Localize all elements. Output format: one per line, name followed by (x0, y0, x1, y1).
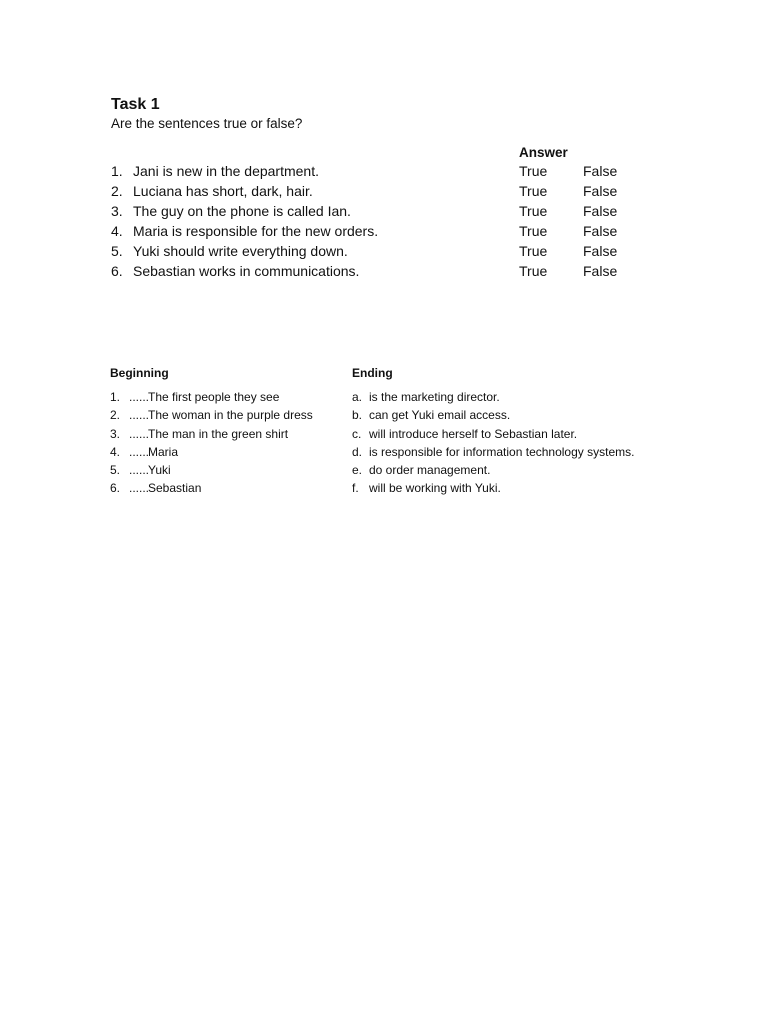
item-number: 5. (111, 243, 123, 259)
item-number: 3. (110, 426, 121, 441)
item-number: 6. (111, 263, 123, 279)
beginning-text: Sebastian (148, 481, 202, 496)
answer-column-header: Answer (519, 145, 568, 160)
ending-text: will be working with Yuki. (369, 481, 501, 496)
item-number: 4. (110, 444, 121, 459)
answer-blank[interactable]: ...... (129, 408, 150, 423)
item-number: 5. (110, 463, 121, 478)
item-letter: a. (352, 390, 363, 404)
ending-column-header: Ending (352, 366, 393, 380)
ending-text: can get Yuki email access. (369, 408, 511, 423)
true-option[interactable]: True (519, 243, 548, 259)
answer-blank[interactable]: ...... (129, 463, 150, 478)
false-option[interactable]: False (583, 163, 618, 179)
true-false-item (111, 181, 631, 201)
statement-text: Jani is new in the department. (133, 163, 319, 179)
false-option[interactable]: False (583, 223, 618, 239)
statement-text: Yuki should write everything down. (133, 243, 348, 259)
item-letter: c. (352, 426, 362, 441)
item-number: 1. (110, 390, 121, 404)
statement-text: Maria is responsible for the new orders. (133, 223, 379, 239)
item-number: 6. (110, 481, 121, 496)
true-option[interactable]: True (519, 263, 548, 279)
task-instruction: Are the sentences true or false? (111, 116, 303, 131)
statement-text: Sebastian works in communications. (133, 263, 360, 279)
ending-text: will introduce herself to Sebastian later. (369, 426, 578, 441)
true-option[interactable]: True (519, 223, 548, 239)
item-number: 4. (111, 223, 123, 239)
false-option[interactable]: False (583, 243, 618, 259)
item-number: 2. (111, 183, 123, 199)
true-false-item (111, 201, 631, 221)
beginning-text: The man in the green shirt (148, 426, 289, 441)
item-letter: d. (352, 444, 363, 459)
true-false-item (111, 161, 631, 181)
true-false-item (111, 261, 631, 281)
item-number: 2. (110, 408, 121, 423)
task-title: Task 1 (111, 96, 160, 113)
true-false-item (111, 241, 631, 261)
beginning-text: The first people they see (148, 390, 280, 404)
statement-text: The guy on the phone is called Ian. (133, 203, 351, 219)
answer-blank[interactable]: ...... (129, 390, 150, 404)
item-letter: b. (352, 408, 363, 423)
item-number: 1. (111, 163, 123, 179)
beginning-text: Maria (148, 444, 179, 459)
false-option[interactable]: False (583, 183, 618, 199)
true-option[interactable]: True (519, 203, 548, 219)
ending-text: is the marketing director. (369, 390, 500, 404)
answer-blank[interactable]: ...... (129, 444, 150, 459)
beginning-text: The woman in the purple dress (148, 408, 313, 423)
ending-text: is responsible for information technology systems. (369, 444, 635, 459)
true-false-item (111, 221, 631, 241)
beginning-text: Yuki (148, 463, 171, 478)
beginning-column-header: Beginning (110, 366, 169, 380)
item-number: 3. (111, 203, 123, 219)
true-option[interactable]: True (519, 163, 548, 179)
false-option[interactable]: False (583, 263, 618, 279)
true-false-list (111, 161, 631, 281)
item-letter: e. (352, 463, 363, 478)
statement-text: Luciana has short, dark, hair. (133, 183, 313, 199)
answer-blank[interactable]: ...... (129, 481, 150, 496)
item-letter: f. (352, 481, 359, 496)
false-option[interactable]: False (583, 203, 618, 219)
answer-blank[interactable]: ...... (129, 426, 150, 441)
ending-text: do order management. (369, 463, 491, 478)
true-option[interactable]: True (519, 183, 548, 199)
